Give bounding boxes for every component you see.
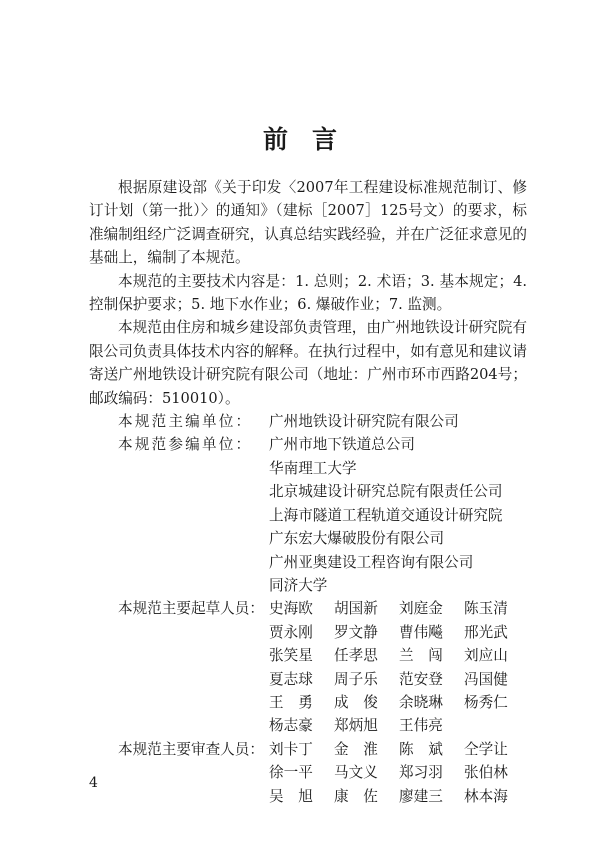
person-name: 康 佐 bbox=[334, 787, 378, 805]
preface-paragraph: 根据原建设部《关于印发〈2007年工程建设标准规范制订、修订计划（第一批）〉的通知》（建标［2007］125号文）的要求，标准编制组经广泛调查研究，认真总结实践经验，并在广泛征求意见的基础上，编制了本规范。 bbox=[89, 179, 527, 267]
person-name: 史海欧 bbox=[269, 600, 313, 618]
preface-body bbox=[89, 176, 527, 808]
person-name: 胡国新 bbox=[334, 600, 378, 618]
drafters-names bbox=[269, 597, 529, 737]
unit-name: 广东宏大爆破股份有限公司 bbox=[269, 530, 445, 548]
person-name: 贾永刚 bbox=[269, 623, 313, 641]
person-name: 张笑星 bbox=[269, 647, 313, 665]
person-name: 夏志球 bbox=[269, 670, 313, 688]
person-name: 范安登 bbox=[399, 670, 443, 688]
person-name: 任孝思 bbox=[334, 647, 378, 665]
drafters-label: 本规范主要起草人员： bbox=[118, 600, 264, 618]
person-name: 冯国健 bbox=[464, 670, 508, 688]
unit-name: 华南理工大学 bbox=[269, 459, 357, 477]
reviewers-label: 本规范主要审查人员： bbox=[118, 740, 264, 758]
drafters-row bbox=[89, 597, 527, 737]
unit-name: 上海市隧道工程轨道交通设计研究院 bbox=[269, 506, 503, 524]
person-name: 林本海 bbox=[464, 787, 508, 805]
person-name: 仝学让 bbox=[464, 740, 508, 758]
unit-name: 同济大学 bbox=[269, 576, 328, 594]
person-name: 兰 闯 bbox=[399, 647, 443, 665]
unit-name: 广州亚奥建设工程咨询有限公司 bbox=[269, 553, 474, 571]
person-name: 马文义 bbox=[334, 764, 378, 782]
preface-paragraph: 本规范的主要技术内容是：1. 总则；2. 术语；3. 基本规定；4. 控制保护要求；5. 地下水作业；6. 爆破作业；7. 监测。 bbox=[89, 272, 527, 314]
person-name: 廖建三 bbox=[399, 787, 443, 805]
person-name: 杨秀仁 bbox=[464, 693, 508, 711]
person-name: 王伟亮 bbox=[399, 717, 443, 735]
person-name: 余晓琳 bbox=[399, 693, 443, 711]
page-number: 4 bbox=[89, 775, 98, 791]
person-name: 曹伟飚 bbox=[399, 623, 443, 641]
person-name: 王 勇 bbox=[269, 693, 313, 711]
person-name: 陈 斌 bbox=[399, 740, 443, 758]
reviewers-row bbox=[89, 738, 527, 808]
person-name: 刘庭金 bbox=[399, 600, 443, 618]
person-name: 徐一平 bbox=[269, 764, 313, 782]
person-name: 周子乐 bbox=[334, 670, 378, 688]
chief-unit-label: 本规范主编单位： bbox=[118, 413, 253, 431]
person-name: 杨志豪 bbox=[269, 717, 313, 735]
page-title: 前言 bbox=[262, 125, 361, 154]
person-name: 刘应山 bbox=[464, 647, 508, 665]
person-name: 罗文静 bbox=[334, 623, 378, 641]
unit-name: 广州地铁设计研究院有限公司 bbox=[269, 413, 459, 431]
chief-unit-list bbox=[269, 410, 459, 433]
unit-name: 广州市地下铁道总公司 bbox=[269, 436, 415, 454]
person-name: 郑习羽 bbox=[399, 764, 443, 782]
person-name: 金 淮 bbox=[334, 740, 378, 758]
participating-units-list bbox=[269, 433, 503, 597]
reviewers-names bbox=[269, 738, 529, 808]
unit-name: 北京城建设计研究总院有限责任公司 bbox=[269, 483, 503, 501]
participating-units-label: 本规范参编单位： bbox=[118, 436, 253, 454]
person-name: 刘卡丁 bbox=[269, 740, 313, 758]
participating-units-row bbox=[89, 433, 527, 597]
preface-paragraph: 本规范由住房和城乡建设部负责管理，由广州地铁设计研究院有限公司负责具体技术内容的解释。在执行过程中，如有意见和建议请寄送广州地铁设计研究院有限公司（地址：广州市环市西路204号；邮政编码：510010）。 bbox=[89, 319, 527, 407]
person-name: 陈玉清 bbox=[464, 600, 508, 618]
person-name: 吴 旭 bbox=[269, 787, 313, 805]
chief-unit-row bbox=[89, 410, 527, 433]
person-name: 成 俊 bbox=[334, 693, 378, 711]
person-name: 邢光武 bbox=[464, 623, 508, 641]
person-name: 张伯林 bbox=[464, 764, 508, 782]
person-name: 郑炳旭 bbox=[334, 717, 378, 735]
